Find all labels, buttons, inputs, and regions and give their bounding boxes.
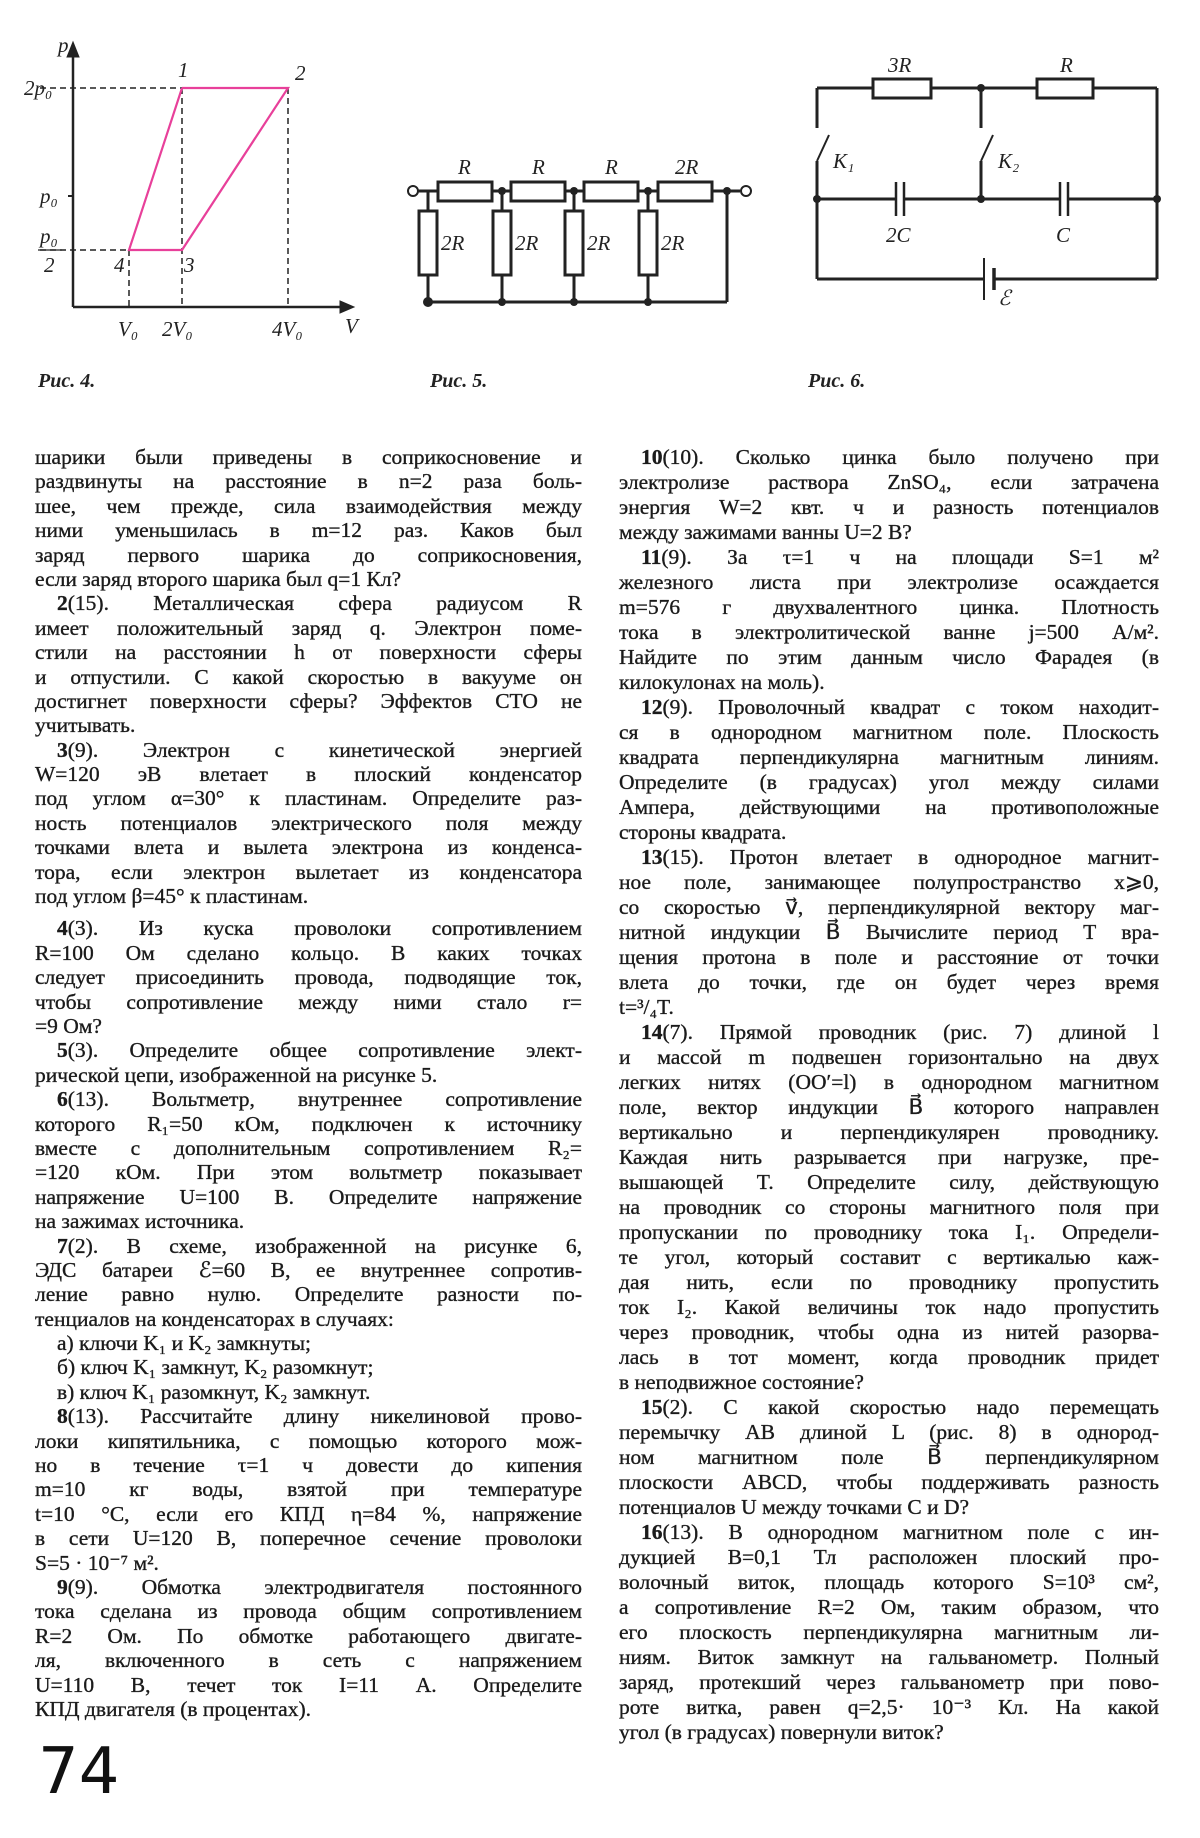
text-line: заряд, протекший через гальванометр при пово-	[619, 1670, 1159, 1694]
text-line: 4(3). Из куска проволоки сопротивлением	[57, 916, 582, 941]
resistor	[438, 182, 492, 201]
problem-paragraph	[619, 695, 1159, 845]
resistor-label: R	[605, 155, 618, 179]
resistor-label: 2R	[515, 231, 539, 255]
text-line: стороны квадрата.	[619, 820, 787, 844]
switch-label: K₂	[998, 149, 1020, 173]
resistor-label: 3R	[888, 53, 912, 77]
problem-number: 11	[641, 545, 662, 569]
text-line: Определите (в градусах) угол между силами	[619, 770, 1159, 794]
problem-number: 12	[641, 695, 663, 719]
text-line: шее, чем прежде, сила взаимодействия между	[35, 493, 582, 518]
text-line: вместе с дополнительным сопротивлением R₂=	[35, 1135, 582, 1160]
text-line: U=110 В, течет ток I=11 А. Определите	[35, 1672, 582, 1697]
text-line: заряд первого шарика до соприкосновения,	[35, 542, 582, 567]
text-line: 6(13). Вольтметр, внутреннее сопротивление	[57, 1087, 582, 1112]
tick-p0-half-den: 2	[44, 253, 55, 277]
problem-paragraph	[35, 1234, 582, 1332]
problem-paragraph	[619, 1520, 1159, 1745]
text-line: КПД двигателя (в процентах).	[35, 1696, 311, 1721]
text-line: ление равно нулю. Определите разности по-	[35, 1282, 582, 1307]
text-line: влета до точки, где он будет через время	[619, 970, 1159, 994]
text-line: ность потенциалов электрического поля между	[35, 810, 582, 835]
problem-number: 4	[57, 916, 68, 941]
text-line: в) ключ K₁ разомкнут, K₂ замкнут.	[57, 1379, 371, 1404]
text-line: 14(7). Прямой проводник (рис. 7) длиной l	[641, 1020, 1159, 1044]
problem-paragraph	[35, 1404, 582, 1575]
text-line: квадрата перпендикулярна магнитным линиям.	[619, 745, 1159, 769]
text-line: электролизе раствора ZnSO₄, если затрачена	[619, 470, 1159, 494]
problem-paragraph	[35, 738, 582, 909]
text-line: m=10 кг воды, взятой при температуре	[35, 1477, 582, 1502]
text-line: роте витка, равен q=2,5· 10⁻³ Кл. На какой	[619, 1695, 1159, 1719]
text-line: рической цепи, изображенной на рисунке 5.	[35, 1062, 438, 1087]
text-line: которого R₁=50 кОм, подключен к источнику	[35, 1111, 582, 1136]
cycle-path	[129, 88, 288, 250]
figures	[0, 0, 1200, 420]
text-line: чтобы сопротивление между ними стало r=	[35, 989, 582, 1014]
problem-paragraph	[35, 1575, 582, 1721]
text-line: на зажимах источника.	[35, 1209, 245, 1234]
text-line: между зажимами ванны U=2 В?	[619, 520, 912, 544]
problem-number: 10	[641, 445, 663, 469]
tick-2v0: 2V₀	[162, 317, 193, 341]
text-line: железного листа при электролизе осаждается	[619, 570, 1159, 594]
problem-number: 13	[641, 845, 663, 869]
switch-k1	[817, 135, 829, 161]
left-text-column	[35, 445, 582, 1721]
text-line: 12(9). Проволочный квадрат с током находит-	[641, 695, 1159, 719]
emf-label: ℰ	[998, 286, 1011, 310]
text-line: щения протона в поле и расстояние от точки	[619, 945, 1159, 969]
problem-paragraph	[35, 1380, 582, 1404]
text-line: 11(9). За τ=1 ч на площади S=1 м²	[641, 545, 1159, 569]
text-line: килокулонах на моль).	[619, 670, 825, 694]
problem-paragraph	[35, 1355, 582, 1379]
switch-k2	[981, 135, 993, 161]
figure-6-capacitor-circuit	[813, 79, 1161, 300]
figure-5-caption: Рис. 5.	[430, 370, 488, 392]
problem-paragraph	[619, 1020, 1159, 1395]
text-line: 7(2). В схеме, изображенной на рисунке 6,	[57, 1233, 582, 1258]
text-line: плоскости ABCD, чтобы поддерживать разность	[619, 1470, 1159, 1494]
text-line: точками влета и вылета электрона из конденса-	[35, 835, 582, 860]
resistor-label: 2R	[661, 231, 685, 255]
text-line: W=120 эВ влетает в плоский конденсатор	[35, 762, 582, 787]
text-line: Найдите по этим данным число Фарадея (в	[619, 645, 1159, 669]
resistor	[565, 211, 583, 275]
text-line: 5(3). Определите общее сопротивление элект-	[57, 1038, 582, 1063]
resistor-label: R	[1060, 53, 1073, 77]
tick-2p0: 2p₀	[24, 76, 53, 100]
text-line: дукцией B=0,1 Тл расположен плоский про-	[619, 1545, 1159, 1569]
guide-lines	[40, 88, 288, 307]
right-text-column	[619, 445, 1159, 1745]
text-line: его плоскость перпендикулярна магнитным ли-	[619, 1620, 1159, 1644]
text-line: если заряд второго шарика был q=1 Кл?	[35, 566, 402, 591]
problem-paragraph	[35, 1331, 582, 1355]
point-4: 4	[114, 253, 125, 277]
figure-4-caption: Рис. 4.	[38, 370, 96, 392]
text-line: =9 Ом?	[35, 1013, 102, 1038]
text-line: Ампера, действующими на противоположные	[619, 795, 1159, 819]
text-line: достигнет поверхности сферы? Эффектов СТО не	[35, 688, 582, 713]
text-line: ное поле, занимающее полупространство x⩾0,	[619, 870, 1159, 894]
text-line: раздвинуты на расстояние в n=2 раза боль-	[35, 469, 582, 494]
problem-number: 2	[57, 591, 68, 616]
text-line: потенциалов U между точками C и D?	[619, 1495, 970, 1519]
text-line: со скоростью v⃗, перпендикулярной вектору маг-	[619, 895, 1159, 919]
text-line: и массой m подвешен горизонтально на двух	[619, 1045, 1159, 1069]
text-line: стили на расстоянии h от поверхности сферы	[35, 640, 582, 665]
text-line: тока в электролитической ванне j=500 А/м².	[619, 620, 1159, 644]
p-axis-arrow-icon	[67, 42, 79, 57]
resistor	[511, 182, 565, 201]
text-line: а) ключи K₁ и K₂ замкнуты;	[57, 1331, 312, 1356]
text-line: перемычку AB длиной L (рис. 8) в однород-	[619, 1420, 1159, 1444]
text-line: волочный виток, площадь которого S=10³ см²,	[619, 1570, 1159, 1594]
text-line: энергия W=2 квт. ч и разность потенциалов	[619, 495, 1159, 519]
v-axis-label: V	[345, 314, 358, 338]
page-number: 74	[38, 1735, 120, 1809]
text-line: в неподвижное состояние?	[619, 1370, 864, 1394]
text-line: R=100 Ом сделано кольцо. В каких точках	[35, 940, 582, 965]
resistor-label: R	[458, 155, 471, 179]
resistor-label: 2R	[675, 155, 699, 179]
problem-number: 9	[57, 1574, 68, 1599]
text-line: m=576 г двухвалентного цинка. Плотность	[619, 595, 1159, 619]
problem-number: 15	[641, 1395, 663, 1419]
problem-paragraph	[35, 591, 582, 737]
text-line: шарики были приведены в соприкосновение и	[35, 445, 582, 469]
problem-number: 14	[641, 1020, 663, 1044]
text-line: =120 кОм. При этом вольтметр показывает	[35, 1160, 582, 1185]
problem-paragraph	[35, 1087, 582, 1233]
resistor-r	[1037, 79, 1093, 98]
capacitor-label: 2C	[886, 223, 911, 247]
problem-paragraph	[35, 1038, 582, 1087]
resistor	[658, 182, 712, 201]
problem-number: 3	[57, 737, 68, 762]
text-line: те угол, который составит с вертикалью каж-	[619, 1245, 1159, 1269]
tick-v0: V₀	[118, 317, 139, 341]
point-1: 1	[178, 58, 189, 82]
text-line: нитной индукции B⃗ Вычислите период T вра-	[619, 920, 1159, 944]
text-line: поле, вектор индукции B⃗ которого направлен	[619, 1095, 1159, 1119]
terminal	[408, 186, 418, 196]
text-line: 9(9). Обмотка электродвигателя постоянного	[57, 1574, 582, 1599]
text-line: локи кипятильника, с помощью которого мож-	[35, 1428, 582, 1453]
figure-6-caption: Рис. 6.	[808, 370, 866, 392]
text-line: и отпустили. С какой скоростью в вакууме он	[35, 664, 582, 689]
text-line: б) ключ K₁ замкнут, K₂ разомкнут;	[57, 1355, 374, 1380]
text-line: Каждая нить разрывается при нагрузке, пре-	[619, 1145, 1159, 1169]
tick-p0: p₀	[40, 184, 58, 208]
text-line: а сопротивление R=2 Ом, таким образом, что	[619, 1595, 1159, 1619]
text-line: 2(15). Металлическая сфера радиусом R	[57, 591, 582, 616]
text-line: t=³/₄T.	[619, 995, 674, 1019]
text-line: ними уменьшилась в m=12 раз. Каков был	[35, 518, 582, 543]
v-axis-arrow-icon	[340, 301, 354, 313]
problem-paragraph	[619, 545, 1159, 695]
resistor	[493, 211, 511, 275]
text-line: t=10 °С, если его КПД η=84 %, напряжение	[35, 1501, 582, 1526]
switch-label: K₁	[833, 149, 855, 173]
problem-paragraph	[35, 916, 582, 1038]
point-3: 3	[184, 253, 195, 277]
point-2: 2	[295, 61, 306, 85]
text-line: имеет положительный заряд q. Электрон поме-	[35, 615, 582, 640]
problem-number: 16	[641, 1520, 663, 1544]
text-line: тока сделана из провода общим сопротивлением	[35, 1599, 582, 1624]
tick-4v0: 4V₀	[272, 317, 303, 341]
text-line: 15(2). С какой скоростью надо перемещать	[641, 1395, 1159, 1419]
text-line: ниям. Виток замкнут на гальванометр. Полный	[619, 1645, 1159, 1669]
resistor	[419, 211, 437, 275]
text-line: следует присоединить провода, подводящие ток,	[35, 965, 582, 990]
resistor	[584, 182, 638, 201]
text-line: дая нить, если по проводнику пропустить	[619, 1270, 1159, 1294]
text-line: на проводник со стороны магнитного поля при	[619, 1195, 1159, 1219]
resistor-label: 2R	[441, 231, 465, 255]
text-line: через проводник, чтобы одна из нитей разорва-	[619, 1320, 1159, 1344]
problem-number: 7	[57, 1233, 68, 1258]
problem-number: 6	[57, 1087, 68, 1112]
text-line: R=2 Ом. По обмотке работающего двигате-	[35, 1623, 582, 1648]
resistor-label: 2R	[587, 231, 611, 255]
text-line: ЭДС батареи ℰ=60 В, ее внутреннее сопротив-	[35, 1257, 582, 1282]
terminal	[741, 186, 751, 196]
text-line: вышающей T. Определите силу, действующую	[619, 1170, 1159, 1194]
text-line: тора, если электрон вылетает из конденсатора	[35, 859, 582, 884]
text-line: ток I₂. Какой величины ток надо пропустить	[619, 1295, 1159, 1319]
problem-paragraph	[619, 845, 1159, 1020]
problem-number: 8	[57, 1404, 68, 1429]
text-line: угол (в градусах) повернули виток?	[619, 1720, 944, 1744]
text-line: пропускании по проводнику тока I₁. Определи-	[619, 1220, 1159, 1244]
text-line: 8(13). Рассчитайте длину никелиновой прово-	[57, 1404, 582, 1429]
text-line: учитывать.	[35, 713, 136, 738]
text-line: легких нитях (OO′=l) в однородном магнитном	[619, 1070, 1159, 1094]
figure-4-pv-diagram	[40, 42, 354, 313]
problem-paragraph	[619, 1395, 1159, 1520]
problem-number: 5	[57, 1038, 68, 1063]
text-line: под углом α=30° к пластинам. Определите раз-	[35, 786, 582, 811]
text-line: вертикально и перпендикулярен проводнику.	[619, 1120, 1159, 1144]
resistor	[639, 211, 657, 275]
text-line: но в течение τ=1 ч довести до кипения	[35, 1453, 582, 1478]
text-line: 10(10). Сколько цинка было получено при	[641, 445, 1159, 469]
text-line: тенциалов на конденсаторах в случаях:	[35, 1306, 394, 1331]
text-line: ном магнитном поле B⃗ перпендикулярном	[619, 1445, 1159, 1469]
problem-paragraph	[619, 445, 1159, 545]
tick-p0-half-num: p₀	[40, 224, 58, 248]
text-line: под углом β=45° к пластинам.	[35, 884, 309, 909]
text-line: 13(15). Протон влетает в однородное магнит-	[641, 845, 1159, 869]
text-line: ся в однородном магнитном поле. Плоскость	[619, 720, 1159, 744]
text-line: лась в тот момент, когда проводник придет	[619, 1345, 1159, 1369]
text-line: S=5 · 10⁻⁷ м².	[35, 1550, 159, 1575]
text-line: в сети U=120 В, поперечное сечение проволоки	[35, 1526, 582, 1551]
problem-paragraph	[35, 445, 582, 591]
text-line: 3(9). Электрон с кинетической энергией	[57, 737, 582, 762]
text-line: ля, включенного в сеть с напряжением	[35, 1648, 582, 1673]
resistor-label: R	[532, 155, 545, 179]
text-line: 16(13). В однородном магнитном поле с ин-	[641, 1520, 1159, 1544]
capacitor-label: C	[1056, 223, 1071, 247]
text-line: напряжение U=100 В. Определите напряжение	[35, 1184, 582, 1209]
resistor-3r	[873, 79, 931, 98]
p-axis-label: p	[58, 33, 69, 57]
